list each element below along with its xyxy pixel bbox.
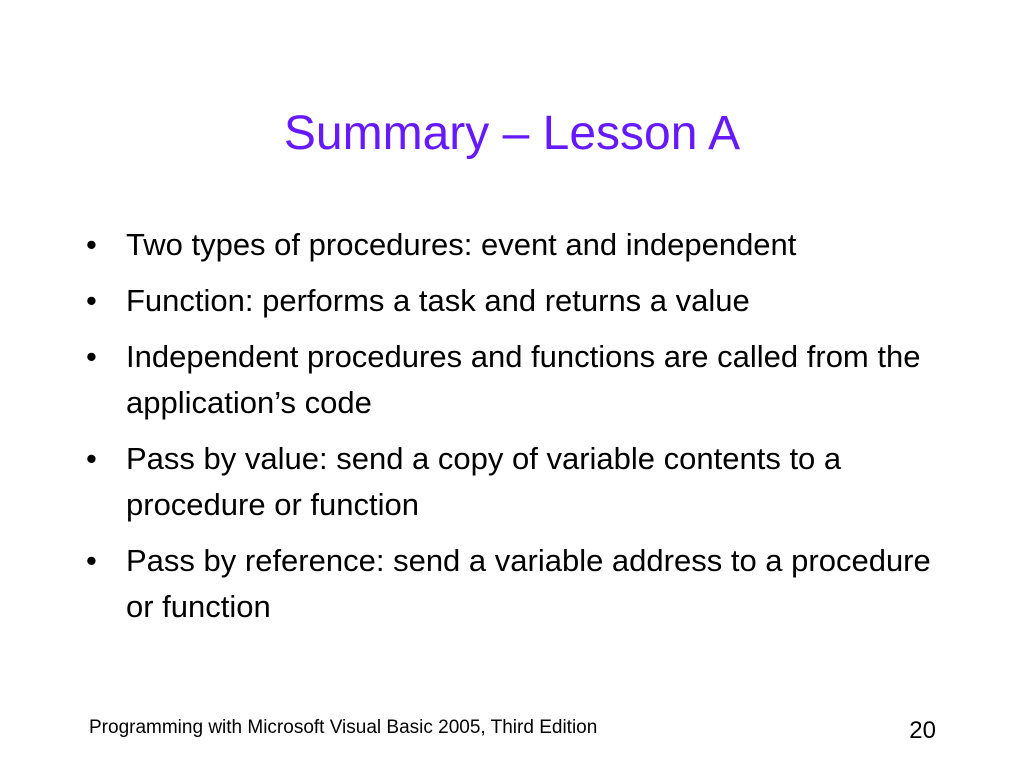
bullet-item xyxy=(86,222,946,268)
bullet-icon: • xyxy=(86,441,97,476)
bullet-item xyxy=(86,278,946,324)
bullet-icon: • xyxy=(86,543,97,578)
bullet-icon: • xyxy=(86,339,97,374)
bullet-icon: • xyxy=(86,283,97,318)
bullet-list xyxy=(86,222,946,640)
bullet-item xyxy=(86,538,946,630)
bullet-text: Two types of procedures: event and independent xyxy=(126,227,797,262)
bullet-text: Pass by value: send a copy of variable contents to a procedure or function xyxy=(126,441,842,522)
bullet-item xyxy=(86,436,946,528)
bullet-text: Independent procedures and functions are called from the application’s code xyxy=(126,339,921,420)
bullet-item xyxy=(86,334,946,426)
bullet-text: Function: performs a task and returns a value xyxy=(126,283,750,318)
footer-text: Programming with Microsoft Visual Basic 2005, Third Edition xyxy=(89,717,598,738)
slide-title: Summary – Lesson A xyxy=(283,107,741,160)
page-number: 20 xyxy=(909,717,936,744)
bullet-icon: • xyxy=(86,227,97,262)
bullet-text: Pass by reference: send a variable address to a procedure or function xyxy=(126,543,931,624)
